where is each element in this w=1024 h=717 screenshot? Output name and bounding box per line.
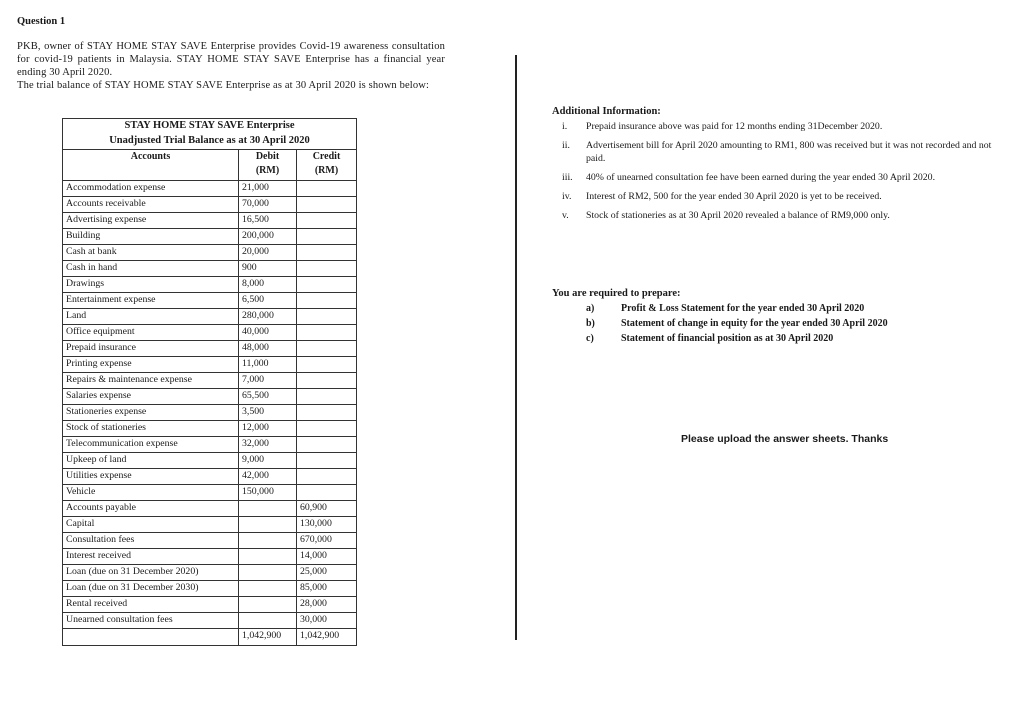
debit-cell (239, 501, 297, 517)
debit-cell: 40,000 (239, 325, 297, 341)
requirement-letter: b) (586, 318, 595, 329)
additional-information-title: Additional Information: (552, 106, 661, 117)
credit-cell: 60,900 (297, 501, 357, 517)
debit-cell: 150,000 (239, 485, 297, 501)
list-item (552, 139, 992, 165)
requirement-text: Statement of financial position as at 30 April 2020 (621, 333, 834, 344)
table-row (63, 325, 357, 341)
debit-cell: 65,500 (239, 389, 297, 405)
debit-header (239, 150, 297, 181)
item-number: iii. (562, 172, 573, 183)
table-row (63, 405, 357, 421)
account-cell: Utilities expense (63, 469, 239, 485)
credit-cell (297, 197, 357, 213)
account-cell: Telecommunication expense (63, 437, 239, 453)
account-cell: Consultation fees (63, 533, 239, 549)
requirements (552, 286, 992, 346)
list-item (552, 120, 992, 133)
requirement-item (552, 331, 992, 346)
debit-cell: 280,000 (239, 309, 297, 325)
column-divider (515, 55, 517, 640)
account-cell: Repairs & maintenance expense (63, 373, 239, 389)
account-cell: Cash at bank (63, 245, 239, 261)
requirements-title: You are required to prepare: (552, 288, 681, 299)
upload-note: Please upload the answer sheets. Thanks (681, 433, 889, 445)
debit-cell: 7,000 (239, 373, 297, 389)
credit-cell (297, 357, 357, 373)
account-cell: Unearned consultation fees (63, 613, 239, 629)
debit-cell: 3,500 (239, 405, 297, 421)
credit-cell (297, 245, 357, 261)
debit-cell (239, 517, 297, 533)
credit-cell (297, 325, 357, 341)
debit-cell (239, 533, 297, 549)
table-row (63, 469, 357, 485)
debit-cell: 32,000 (239, 437, 297, 453)
account-cell: Stock of stationeries (63, 421, 239, 437)
item-text: Stock of stationeries as at 30 April 2020 revealed a balance of RM9,000 only. (586, 210, 890, 221)
table-row (63, 437, 357, 453)
item-number: ii. (562, 140, 570, 151)
credit-cell (297, 405, 357, 421)
debit-cell: 16,500 (239, 213, 297, 229)
account-cell: Advertising expense (63, 213, 239, 229)
requirement-text: Profit & Loss Statement for the year ended 30 April 2020 (621, 303, 865, 314)
debit-cell (239, 565, 297, 581)
table-row (63, 229, 357, 245)
table-row (63, 277, 357, 293)
table-row (63, 213, 357, 229)
account-cell: Interest received (63, 549, 239, 565)
table-row (63, 581, 357, 597)
credit-cell (297, 181, 357, 197)
debit-cell: 12,000 (239, 421, 297, 437)
credit-cell: 28,000 (297, 597, 357, 613)
intro-paragraph-1: PKB, owner of STAY HOME STAY SAVE Enterprise provides Covid-19 awareness consultation for covid-19 patients in Malaysia. STAY HOME STAY SAVE Enterprise has a financial year ending 30 April 2020. (17, 41, 445, 78)
account-cell: Accounts payable (63, 501, 239, 517)
item-text: Interest of RM2, 500 for the year ended 30 April 2020 is yet to be received. (586, 191, 882, 202)
debit-cell: 6,500 (239, 293, 297, 309)
account-cell: Loan (due on 31 December 2030) (63, 581, 239, 597)
debit-cell: 48,000 (239, 341, 297, 357)
credit-cell (297, 261, 357, 277)
table-row (63, 549, 357, 565)
trial-balance-title: STAY HOME STAY SAVE Enterprise (63, 119, 357, 135)
question-intro (17, 40, 445, 92)
intro-paragraph-2: The trial balance of STAY HOME STAY SAVE Enterprise as at 30 April 2020 is shown below: (17, 80, 430, 91)
credit-cell (297, 453, 357, 469)
additional-information (552, 105, 992, 228)
table-row (63, 613, 357, 629)
table-row (63, 261, 357, 277)
credit-cell: 25,000 (297, 565, 357, 581)
debit-cell: 200,000 (239, 229, 297, 245)
account-cell: Land (63, 309, 239, 325)
list-item (552, 171, 992, 184)
table-row (63, 533, 357, 549)
debit-header-label: Debit (255, 151, 280, 162)
debit-cell (239, 597, 297, 613)
account-cell: Accommodation expense (63, 181, 239, 197)
account-cell: Drawings (63, 277, 239, 293)
table-row (63, 293, 357, 309)
table-row (63, 389, 357, 405)
table-row (63, 421, 357, 437)
debit-cell (239, 581, 297, 597)
table-row (63, 597, 357, 613)
accounts-header (63, 150, 239, 181)
total-credit-cell: 1,042,900 (297, 629, 357, 646)
account-cell: Salaries expense (63, 389, 239, 405)
account-cell: Upkeep of land (63, 453, 239, 469)
account-cell: Printing expense (63, 357, 239, 373)
account-cell: Vehicle (63, 485, 239, 501)
table-row (63, 197, 357, 213)
account-cell: Office equipment (63, 325, 239, 341)
debit-cell (239, 549, 297, 565)
table-row (63, 357, 357, 373)
credit-cell (297, 293, 357, 309)
account-cell: Accounts receivable (63, 197, 239, 213)
question-title: Question 1 (17, 16, 66, 27)
requirement-letter: a) (586, 303, 595, 314)
table-row (63, 245, 357, 261)
debit-cell (239, 613, 297, 629)
credit-cell (297, 437, 357, 453)
debit-cell: 20,000 (239, 245, 297, 261)
credit-cell: 130,000 (297, 517, 357, 533)
account-cell: Prepaid insurance (63, 341, 239, 357)
item-text: Advertisement bill for April 2020 amounting to RM1, 800 was received but it was not recorded and not paid. (586, 140, 992, 164)
credit-header (297, 150, 357, 181)
table-row (63, 373, 357, 389)
total-row (63, 629, 357, 646)
credit-cell (297, 309, 357, 325)
credit-cell: 85,000 (297, 581, 357, 597)
credit-cell (297, 373, 357, 389)
credit-cell (297, 469, 357, 485)
total-debit-cell: 1,042,900 (239, 629, 297, 646)
debit-cell: 21,000 (239, 181, 297, 197)
account-cell: Loan (due on 31 December 2020) (63, 565, 239, 581)
requirement-item (552, 301, 992, 316)
table-row (63, 565, 357, 581)
credit-header-label: Credit (312, 151, 341, 162)
item-number: v. (562, 210, 569, 221)
list-item (552, 209, 992, 222)
credit-cell (297, 389, 357, 405)
account-cell: Cash in hand (63, 261, 239, 277)
credit-cell (297, 277, 357, 293)
debit-cell: 42,000 (239, 469, 297, 485)
account-cell: Capital (63, 517, 239, 533)
credit-cell (297, 229, 357, 245)
account-cell: Entertainment expense (63, 293, 239, 309)
account-cell: Building (63, 229, 239, 245)
debit-cell: 9,000 (239, 453, 297, 469)
requirement-item (552, 316, 992, 331)
item-number: i. (562, 121, 568, 132)
requirement-letter: c) (586, 333, 594, 344)
account-cell: Rental received (63, 597, 239, 613)
account-cell: Stationeries expense (63, 405, 239, 421)
credit-header-unit: (RM) (314, 165, 339, 176)
table-row (63, 181, 357, 197)
debit-header-unit: (RM) (255, 165, 280, 176)
table-row (63, 453, 357, 469)
debit-cell: 11,000 (239, 357, 297, 373)
total-label-cell (63, 629, 239, 646)
table-row (63, 485, 357, 501)
credit-cell: 670,000 (297, 533, 357, 549)
table-row (63, 341, 357, 357)
credit-cell (297, 341, 357, 357)
list-item (552, 190, 992, 203)
table-row (63, 309, 357, 325)
trial-balance-table (62, 118, 357, 646)
credit-cell (297, 213, 357, 229)
item-number: iv. (562, 191, 572, 202)
table-row (63, 517, 357, 533)
item-text: Prepaid insurance above was paid for 12 months ending 31December 2020. (586, 121, 883, 132)
debit-cell: 70,000 (239, 197, 297, 213)
credit-cell: 30,000 (297, 613, 357, 629)
credit-cell (297, 485, 357, 501)
credit-cell: 14,000 (297, 549, 357, 565)
item-text: 40% of unearned consultation fee have been earned during the year ended 30 April 2020. (586, 172, 936, 183)
requirement-text: Statement of change in equity for the year ended 30 April 2020 (621, 318, 888, 329)
credit-cell (297, 421, 357, 437)
debit-cell: 900 (239, 261, 297, 277)
accounts-header-label: Accounts (130, 151, 171, 162)
trial-balance-subtitle: Unadjusted Trial Balance as at 30 April 2020 (63, 134, 357, 150)
table-row (63, 501, 357, 517)
debit-cell: 8,000 (239, 277, 297, 293)
